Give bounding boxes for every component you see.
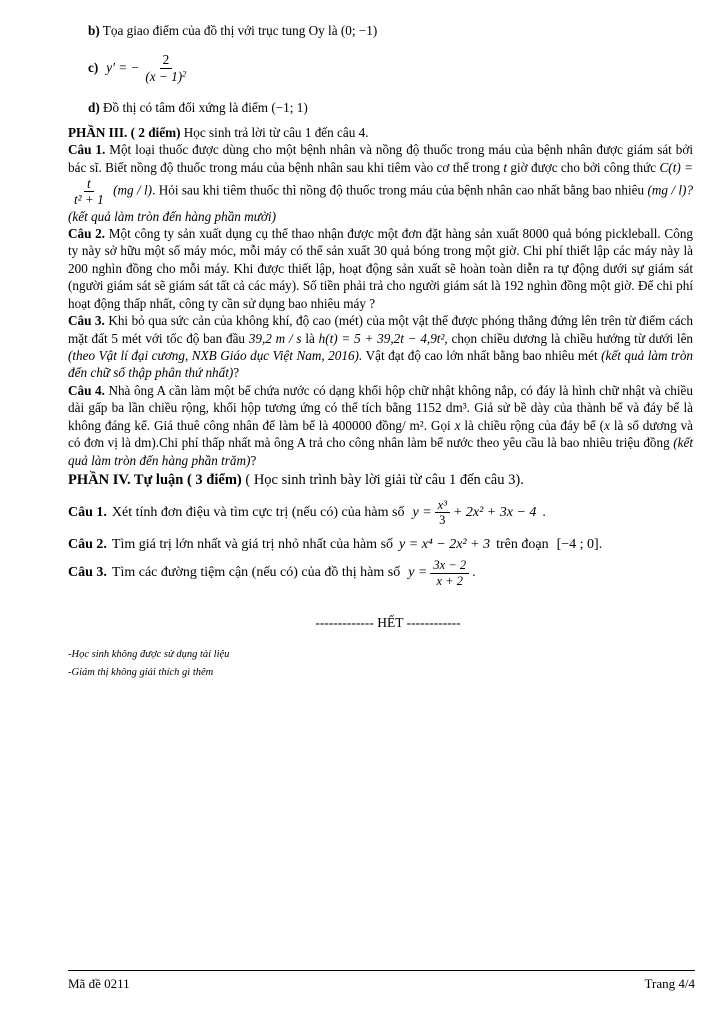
part3-q1-text-c: . Hỏi sau khi tiêm thuốc thì nồng độ thuốc trong máu của bệnh nhân cao nhất bằng bao nhiêu [152,182,645,198]
option-d-point: (−1; 1) [271,100,308,116]
part3-q3-text-b: là [305,330,315,346]
part4-title: PHẦN IV. Tự luận ( 3 điểm) [68,471,242,488]
part4-q3-denominator: x + 2 [436,573,463,588]
part3-q1-note: ?(kết quả làm tròn đến hàng phần mười) [68,182,694,224]
part4-q3-end: . [472,564,476,580]
part4-heading [68,471,693,490]
part4-question-3 [68,558,693,588]
notes [68,646,693,682]
part4-q3-text: Tìm các đường tiệm cận (nếu có) của đồ thị hàm số [111,564,401,580]
option-c-label: c) [88,60,99,76]
option-c-fraction [142,52,189,83]
part3-q1-label: Câu 1. [68,142,106,158]
part3-q1-numerator: t [84,176,94,192]
option-b-point: (0; −1) [340,23,378,38]
option-b-label: b) [88,23,100,38]
part3-q3-text-c: , chọn chiều dương là chiều hướng từ dưới lên [444,330,694,346]
part3-q3-end: ? [233,365,240,381]
part3-title: PHẦN III. ( 2 điểm) [68,125,181,140]
part3-q2-label: Câu 2. [68,226,106,242]
note-item: -Học sinh không được sử dụng tài liệu [68,648,230,660]
part4-q3-fraction [430,558,469,588]
part4-q3-lhs: y = [408,564,428,580]
option-d-label: d) [88,100,100,116]
part4-q1-rest: + 2x² + 3x − 4 [452,504,537,520]
part3-q3-note: (kết quả làm tròn đến chữ số thập phân thứ nhất) [68,347,694,381]
option-d-text: Đồ thị có tâm đối xứng là điểm [103,100,269,116]
part3-q1-var: t [503,159,508,175]
exam-page [68,22,693,682]
part4-q3-numerator: 3x − 2 [430,558,469,573]
part3-q4-text-d: là số dương và có đơn vị là dm).Chi phí thấp nhất mà ông A trả cho công nhân làm bể nước theo yêu cầu là bao nhiêu triệu đồng [68,417,694,451]
part3-heading [68,124,693,141]
part4-q1-denominator: 3 [439,513,446,528]
part4-q1-fraction [435,498,450,528]
option-b [68,22,693,44]
part4-q2-text-b: trên đoạn [496,536,549,552]
part4-question-2 [68,536,693,554]
part3-q1-denominator: t² + 1 [74,192,104,208]
part3-q4-note: (kết quả làm tròn đến hàng phần trăm) [68,435,694,468]
part3-q4-var: x [454,417,461,433]
option-c-exponent: 2 [182,67,187,78]
part3-q4-var2: x [604,417,610,433]
option-c-numerator: 2 [160,52,173,68]
part3-q1-text-b: giờ được cho bởi công thức [510,159,657,175]
part4-q1-label: Câu 1. [68,504,107,520]
part3-q3-label: Câu 3. [68,313,105,329]
part3-question-1 [68,141,693,225]
part3-q4-label: Câu 4. [68,382,105,398]
part4-q2-fn: y = x⁴ − 2x² + 3 [399,536,491,552]
part3-q3-text-d: Vật đạt độ cao lớn nhất bằng bao nhiêu mét [365,347,598,363]
part3-q3-fn: h(t) = 5 + 39,2t − 4,9t² [318,330,445,346]
part4-q2-interval: [−4 ; 0] [556,536,599,552]
part3-q1-fraction [71,176,107,207]
part3-q4-text-c: là chiều rộng của đáy bể ( [464,417,605,433]
part3-q4-volume: 1152 dm³ [415,400,467,416]
part3-q4-text-b: . Giả sử bề dày của thành bể và đáy bể là không đáng kể. Giá thuê công nhân để làm bể là 400000 đồng/ m². Gọi [68,400,693,433]
part3-intro: Học sinh trả lời từ câu 1 đến câu 4. [183,125,369,140]
part4-q1-numerator: x³ [435,498,450,513]
part3-q1-unit: (mg / l) [113,182,153,198]
part3-question-3 [68,312,693,382]
part4-q3-label: Câu 3. [68,564,107,580]
part3-q1-unit2: (mg / l) [647,182,687,198]
option-b-text: Tọa giao điểm của đồ thị với trục tung Oy là [102,23,338,38]
note-item: -Giám thị không giải thích gì thêm [68,666,214,678]
part4-q2-text: Tìm giá trị lớn nhất và giá trị nhỏ nhất của hàm số [111,536,394,552]
part3-question-4 [68,382,693,469]
part3-q4-text-a: Nhà ông A cần làm một bể chứa nước có dạng khối hộp chữ nhật không nắp, có đáy là hình chữ nhật và chiều dài gấp ba lần chiều rộng, khối hộp tương ứng có thể tích bằng [68,382,694,416]
part3-q4-end: ? [250,452,257,468]
part3-q1-fn: C(t) = [659,159,694,175]
exam-code: Mã đề 0211 [68,976,130,991]
part3-q3-source: (theo Vật lí đại cương, NXB Giáo dục Việt Nam, 2016). [68,347,363,363]
page-footer [68,970,695,992]
page-number: Trang 4/4 [644,976,695,991]
part4-q1-end: . [542,504,546,520]
part4-question-1 [68,498,693,528]
part3-q3-text-a: Khi bỏ qua sức cản của không khí, độ cao (mét) của một vật thể được phóng thẳng đứng lên trên từ điểm cách mặt đất 5 mét với tốc độ ban đầu [68,313,694,346]
part3-question-2 [68,225,693,312]
part4-q1-text: Xét tính đơn điệu và tìm cực trị (nếu có) của hàm số [111,504,405,520]
option-c-denominator: (x − 1) [145,68,183,84]
part4-q1-lhs: y = [412,504,432,520]
part3-q2-text: Một công ty sản xuất dụng cụ thể thao nhận được một đơn đặt hàng sản xuất 8000 quả bóng pickleball. Công ty này sở hữu một số máy móc, mỗi máy có thể sản xuất 30 quả bóng trong một giờ. Chi phí thiết lập các máy này là 200 nghìn đồng cho mỗi máy. Khi được thiết lập, hoạt động sản xuất sẽ hoàn toàn diễn ra tự động dưới sự giám sát (người giám sát sẽ giám sát tất cả các máy). Số tiền phải trả cho người giám sát là 192 nghìn đồng một giờ. Để chi phí hoạt động thấp nhất, công ty cần sử dụng bao nhiêu máy ? [68,226,694,311]
option-d [68,92,693,124]
option-c-lhs: y′ = − [106,60,140,76]
part4-intro: ( Học sinh trình bày lời giải từ câu 1 đến câu 3). [245,471,524,488]
part4-q2-label: Câu 2. [68,536,107,552]
end-marker: ------------- HẾT ------------ [315,615,461,631]
part3-q3-speed: 39,2 m / s [248,330,302,346]
part4-q2-end: . [598,536,603,552]
part3-q1-text-a: Một loại thuốc được dùng cho một bệnh nhân và nồng độ thuốc trong máu của bệnh nhân được giám sát bởi bác sĩ. Biết nồng độ thuốc trong máu của bệnh nhân sau khi tiêm vào cơ thể trong [68,142,694,175]
option-c [68,44,693,92]
